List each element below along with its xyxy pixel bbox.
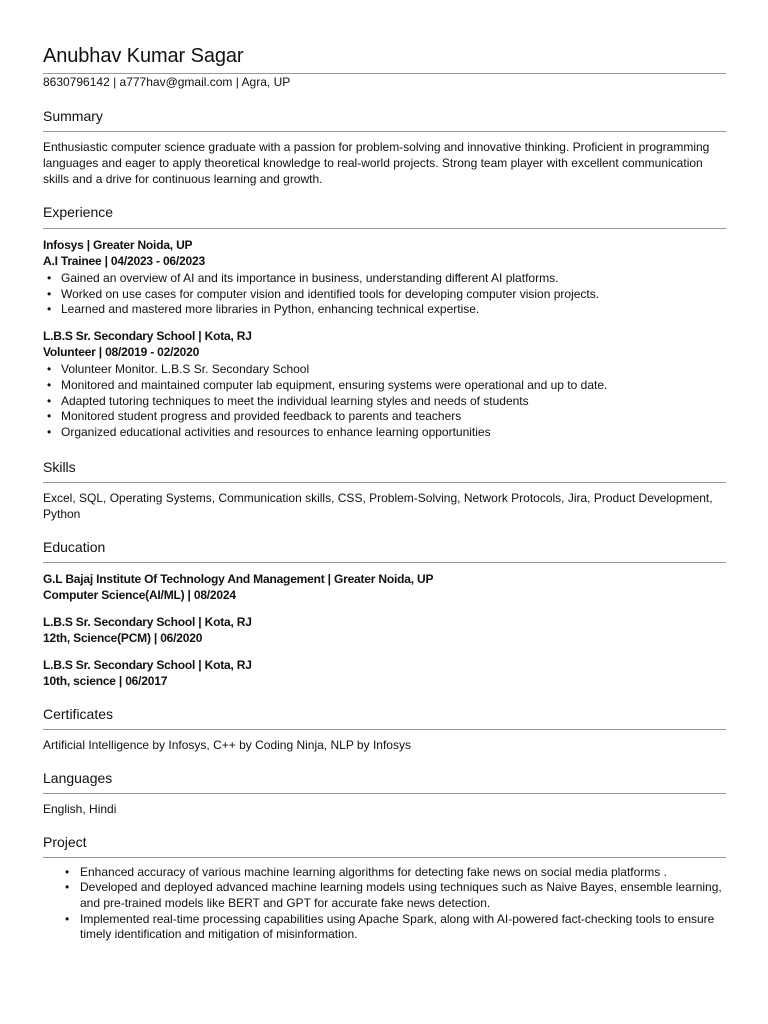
list-item: • Developed and deployed advanced machine learning models using techniques such as Naive Bayes, ensemble learning, and pre-trained models like BERT and GPT for accurate fake news detection. [43, 880, 726, 911]
certificates-text: Artificial Intelligence by Infosys, C++ by Coding Ninja, NLP by Infosys [43, 737, 411, 752]
education-divider [43, 562, 726, 563]
education-heading: Education [43, 538, 106, 555]
education-school: L.B.S Sr. Secondary School | Kota, RJ [43, 657, 252, 672]
languages-divider [43, 793, 726, 794]
project-bullets [43, 865, 726, 944]
list-item: • Monitored student progress and provided feedback to parents and teachers [43, 409, 726, 425]
list-item: • Worked on use cases for computer vision and identified tools for developing computer vision projects. [43, 287, 726, 303]
languages-heading: Languages [43, 769, 113, 786]
skills-text: Excel, SQL, Operating Systems, Communication skills, CSS, Problem-Solving, Network Protocols, Jira, Product Development, Python [43, 490, 713, 521]
education-school: G.L Bajaj Institute Of Technology And Management | Greater Noida, UP [43, 571, 434, 586]
summary-text: Enthusiastic computer science graduate with a passion for problem-solving and innovative thinking. Proficient in programming languages and eager to apply theoretical knowledge to real-world projects. Strong team player with excellent communication skills and a drive for continuous learning and growth. [43, 140, 710, 186]
summary-divider [43, 131, 726, 132]
candidate-name: Anubhav Kumar Sagar [43, 45, 244, 67]
list-item: • Learned and mastered more libraries in Python, enhancing technical expertise. [43, 302, 726, 318]
education-entry [43, 571, 726, 603]
certificates-heading: Certificates [43, 705, 114, 722]
list-item: • Enhanced accuracy of various machine learning algorithms for detecting fake news on social media platforms . [43, 865, 726, 881]
education-degree: 10th, science | 06/2017 [43, 673, 168, 688]
education-school: L.B.S Sr. Secondary School | Kota, RJ [43, 614, 252, 629]
resume-page [43, 44, 726, 943]
experience-entry-infosys [43, 237, 726, 318]
skills-heading: Skills [43, 458, 76, 475]
experience-org: Infosys | Greater Noida, UP [43, 238, 193, 252]
experience-org: L.B.S Sr. Secondary School | Kota, RJ [43, 329, 252, 344]
education-entry [43, 614, 726, 646]
experience-divider [43, 228, 726, 229]
education-entry [43, 657, 726, 689]
experience-bullets [43, 362, 726, 441]
contact-line: 8630796142 | a777hav@gmail.com | Agra, UP [43, 75, 291, 89]
summary-heading: Summary [43, 108, 103, 124]
skills-divider [43, 482, 726, 483]
education-degree: Computer Science(AI/ML) | 08/2024 [43, 587, 236, 602]
list-item: • Implemented real-time processing capabilities using Apache Spark, along with AI-powered fact-checking tools to ensure timely identification and mitigation of misinformation. [43, 912, 726, 943]
experience-role: A.I Trainee | 04/2023 - 06/2023 [43, 254, 205, 268]
project-divider [43, 857, 726, 858]
list-item: • Monitored and maintained computer lab equipment, ensuring systems were operational and up to date. [43, 378, 726, 394]
experience-heading: Experience [43, 204, 114, 220]
list-item: • Organized educational activities and resources to enhance learning opportunities [43, 425, 726, 441]
header-divider [43, 73, 726, 74]
experience-bullets [43, 271, 726, 318]
languages-text: English, Hindi [43, 801, 117, 816]
list-item: • Volunteer Monitor. L.B.S Sr. Secondary School [43, 362, 726, 378]
list-item: • Gained an overview of AI and its importance in business, understanding different AI platforms. [43, 271, 726, 287]
list-item: • Adapted tutoring techniques to meet the individual learning styles and needs of students [43, 394, 726, 410]
project-heading: Project [43, 833, 87, 850]
experience-entry-lbs [43, 328, 726, 441]
certificates-divider [43, 729, 726, 730]
education-degree: 12th, Science(PCM) | 06/2020 [43, 630, 203, 645]
experience-role: Volunteer | 08/2019 - 02/2020 [43, 345, 200, 360]
